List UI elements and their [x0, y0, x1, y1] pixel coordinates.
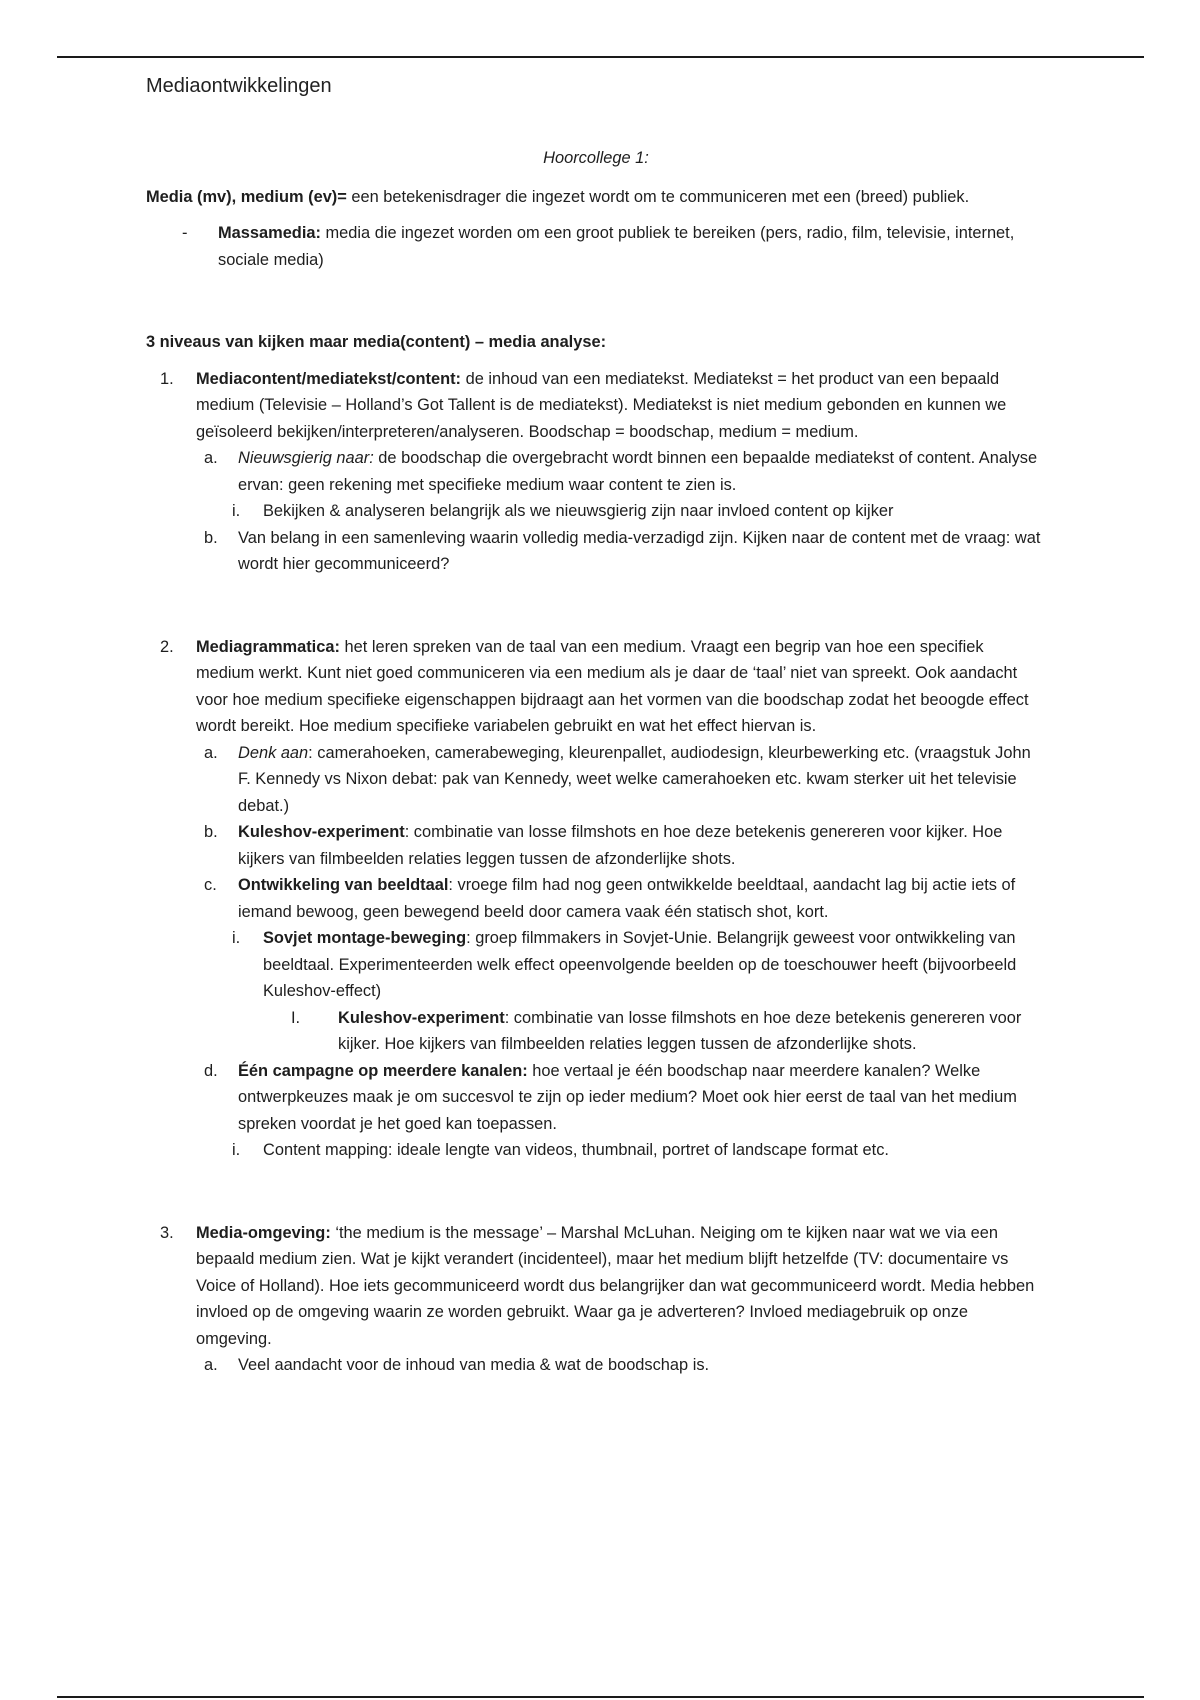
level-item-2a	[146, 740, 1046, 820]
list-marker: b.	[204, 823, 218, 841]
list-marker: I.	[291, 1008, 301, 1027]
item-text: Veel aandacht voor de inhoud van media & wat de boodschap is.	[238, 1356, 710, 1374]
document-body	[146, 145, 1046, 1379]
list-marker: i.	[232, 1141, 241, 1159]
item-term: Media-omgeving:	[196, 1223, 331, 1242]
massamedia-text: media die ingezet worden om een groot publiek te bereiken (pers, radio, film, televisie, internet, sociale media)	[218, 224, 1015, 269]
item-text: het leren spreken van de taal van een medium. Vraagt een begrip van hoe een specifiek medium werkt. Kunt niet goed communiceren via een medium als je daar de ‘taal’ niet van spreekt. Ook aandacht voor hoe medium specifieke eigenschappen bijdraagt aan het vormen van die boodschap zodat het beoogde effect wordt bereikt. Hoe medium specifieke variabelen gebruikt en wat het effect hiervan is.	[196, 637, 1029, 735]
level-item-2c-i	[146, 925, 1046, 1005]
level-item-1	[146, 366, 1046, 446]
level-item-2d-i	[146, 1137, 1046, 1164]
list-marker: 1.	[160, 369, 174, 388]
list-marker: a.	[204, 1356, 218, 1374]
massamedia-list	[146, 220, 1046, 273]
level-item-1b	[146, 525, 1046, 578]
definition-text: een betekenisdrager die ingezet wordt om te communiceren met een (breed) publiek.	[346, 187, 970, 206]
document-header: Mediaontwikkelingen	[146, 75, 332, 97]
level-item-2c	[146, 872, 1046, 925]
list-marker: 3.	[160, 1223, 174, 1242]
item-text: Van belang in een samenleving waarin volledig media-verzadigd zijn. Kijken naar de content met de vraag: wat wordt hier gecommuniceerd?	[238, 528, 1041, 573]
item-term: Mediacontent/mediatekst/content:	[196, 369, 462, 388]
level-item-3a	[146, 1352, 1046, 1379]
item-term: Sovjet montage-beweging	[263, 929, 467, 947]
list-marker: 2.	[160, 637, 174, 656]
item-text: Content mapping: ideale lengte van videos, thumbnail, portret of landscape format etc.	[263, 1141, 889, 1159]
lecture-title: Hoorcollege 1:	[543, 149, 649, 167]
item-text: : vroege film had nog geen ontwikkelde beeldtaal, aandacht lag bij actie iets of iemand bewoog, geen bewegend beeld door camera vaak één statisch shot, kort.	[238, 876, 1016, 921]
spacer	[146, 1164, 1046, 1220]
item-text: ‘the medium is the message’ – Marshal McLuhan. Neiging om te kijken naar wat we via een bepaald medium zien. Wat je kijkt verandert (incidenteel), maar het medium blijft hetzelfde (TV: documentaire vs Voice of Holland). Hoe iets gecommuniceerd wordt dus belangrijker dan wat gecommuniceerd wordt. Media hebben invloed op de omgeving waarin ze worden gebruikt. Waar ga je adverteren? Invloed mediagebruik op onze omgeving.	[196, 1223, 1035, 1348]
item-text: hoe vertaal je één boodschap naar meerdere kanalen? Welke ontwerpkeuzes maak je om succesvol te zijn op ieder medium? Moet ook hier eerst de taal van het medium spreken voordat je het goed kan toepassen.	[238, 1061, 1017, 1133]
list-marker: c.	[204, 876, 217, 894]
level-item-2d	[146, 1058, 1046, 1138]
footer-rule	[57, 1696, 1144, 1698]
list-marker: i.	[232, 929, 241, 947]
item-term: Nieuwsgierig naar:	[238, 449, 374, 467]
item-term: Ontwikkeling van beeldtaal	[238, 876, 449, 894]
item-term: Kuleshov-experiment	[338, 1008, 505, 1027]
level-item-1a	[146, 445, 1046, 498]
definition-paragraph	[146, 184, 1046, 211]
item-term: Denk aan	[238, 743, 309, 762]
item-term: Mediagrammatica:	[196, 637, 340, 656]
item-text: de inhoud van een mediatekst. Mediatekst = het product van een bepaald medium (Televisie – Holland’s Got Tallent is de mediatekst). Mediatekst is niet medium gebonden en kunnen we geïsoleerd bekijken/interpreteren/analyseren. Boodschap = boodschap, medium = medium.	[196, 369, 1007, 441]
list-marker: d.	[204, 1061, 218, 1080]
level-item-1a-i	[146, 498, 1046, 525]
level-item-2	[146, 634, 1046, 740]
list-marker: a.	[204, 743, 218, 762]
item-text: : groep filmmakers in Sovjet-Unie. Belangrijk geweest voor ontwikkeling van beeldtaal. Experimenteerden welk effect opeenvolgende beelden op de toeschouwer heeft (bijvoorbeeld Kuleshov-effect)	[263, 929, 1017, 1000]
list-item	[146, 220, 1046, 273]
list-marker: b.	[204, 528, 218, 547]
level-item-2b	[146, 819, 1046, 872]
header-rule	[57, 56, 1144, 58]
dash-marker: -	[182, 224, 188, 242]
item-text: Bekijken & analyseren belangrijk als we nieuwsgierig zijn naar invloed content op kijker	[263, 502, 894, 520]
list-marker: a.	[204, 449, 218, 467]
massamedia-term: Massamedia:	[218, 224, 321, 242]
definition-term: Media (mv), medium (ev)=	[146, 187, 347, 206]
item-text: : combinatie van losse filmshots en hoe deze betekenis genereren voor kijker. Hoe kijkers van filmbeelden relaties leggen tussen de afzonderlijke shots.	[238, 823, 1003, 868]
item-text: : combinatie van losse filmshots en hoe deze betekenis genereren voor kijker. Hoe kijkers van filmbeelden relaties leggen tussen de afzonderlijke shots.	[338, 1008, 1022, 1053]
item-term: Één campagne op meerdere kanalen:	[238, 1061, 528, 1080]
item-term: Kuleshov-experiment	[238, 823, 405, 841]
section-title: 3 niveaus van kijken maar media(content) – media analyse:	[146, 333, 607, 351]
item-text: de boodschap die overgebracht wordt binnen een bepaalde mediatekst of content. Analyse ervan: geen rekening met specifieke medium waar content te zien is.	[238, 449, 1038, 494]
item-text: : camerahoeken, camerabeweging, kleurenpallet, audiodesign, kleurbewerking etc. (vraagstuk John F. Kennedy vs Nixon debat: pak van Kennedy, weet welke camerahoeken etc. kwam sterker uit het televisie debat.)	[238, 743, 1031, 815]
list-marker: i.	[232, 502, 241, 520]
level-item-3	[146, 1220, 1046, 1353]
spacer	[146, 578, 1046, 634]
level-item-2c-i-I	[146, 1005, 1046, 1058]
